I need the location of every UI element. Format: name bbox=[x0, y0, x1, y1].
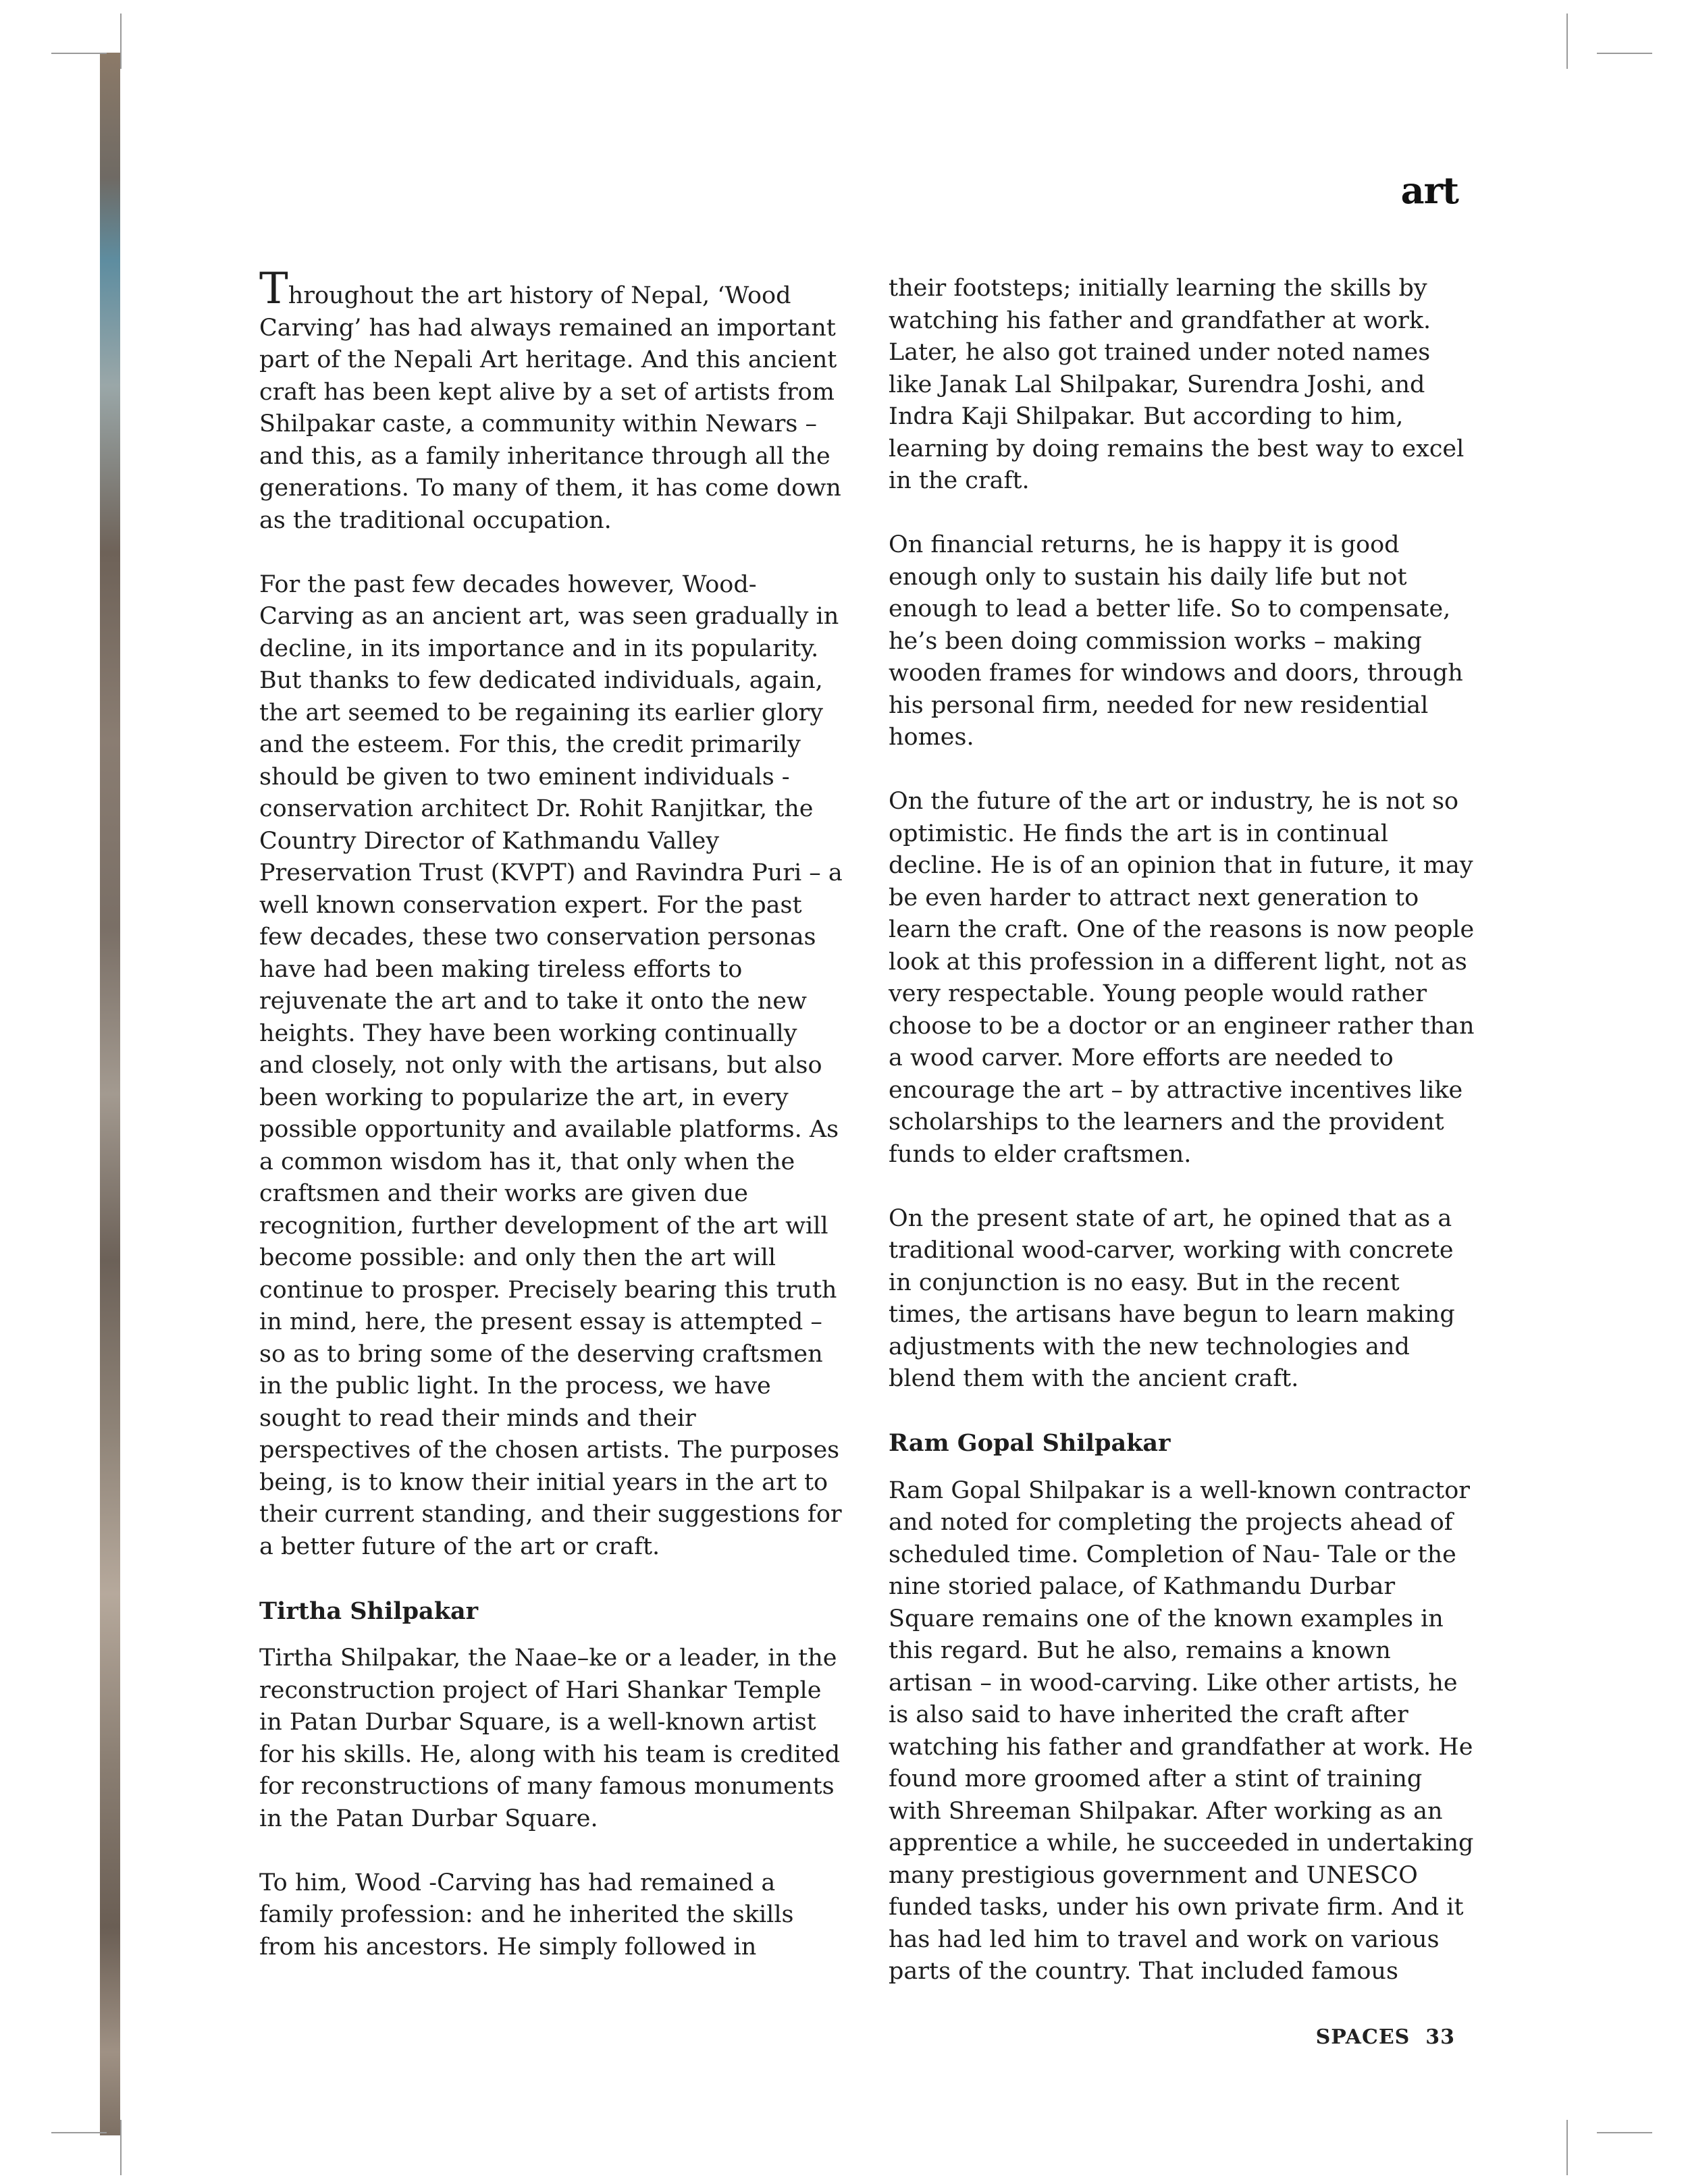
subheading-ram-gopal: Ram Gopal Shilpakar bbox=[889, 1429, 1171, 1457]
crop-mark-tl-h bbox=[51, 53, 107, 54]
article-column-right bbox=[889, 273, 1476, 1988]
body-paragraph: For the past few decades however, Wood-Carving as an ancient art, was seen gradually in decline, in its importance and in its popularity. But thanks to few dedicated individuals, again, the art seemed to be regaining its earlier glory and the esteem. For this, the credit primarily should be given to two eminent individuals - conservation architect Dr. Rohit Ranjitkar, the Country Director of Kathmandu Valley Preservation Trust (KVPT) and Ravindra Puri – a well known conservation expert. For the past few decades, these two conservation personas have had been making tireless efforts to rejuvenate the art and to take it onto the new heights. They have been working continually and closely, not only with the artisans, but also been working to popularize the art, in every possible opportunity and available platforms. As a common wisdom has it, that only when the craftsmen and their works are given due recognition, further development of the art will become possible: and only then the art will continue to prosper. Precisely bearing this truth in mind, here, the present essay is attempted – so as to bring some of the deserving craftsmen in the public light. In the process, we have sought to read their minds and their perspectives of the chosen artists. The purposes being, is to know their initial years in the art to their current standing, and their suggestions for a better future of the art or craft. bbox=[259, 570, 843, 1560]
intro-text: hroughout the art history of Nepal, ‘Wood Carving’ has had always remained an important part of the Nepali Art heritage. And this ancient craft has been kept alive by a set of artists from Shilpakar caste, a community within Newars – and this, as a family inheritance through all the generations. To many of them, it has come down as the traditional occupation. bbox=[259, 282, 841, 534]
section-label: art bbox=[1400, 169, 1458, 212]
crop-mark-tr-h bbox=[1597, 53, 1652, 54]
body-paragraph-continued: their footsteps; initially learning the skills by watching his father and grandfather at work. Later, he also got trained under noted names like Janak Lal Shilpakar, Surendra Joshi, and Indra Kaji Shilpakar. But according to him, learning by doing remains the best way to excel in the craft. bbox=[889, 275, 1465, 494]
body-paragraph: On the present state of art, he opined that as a traditional wood-carver, working with concrete in conjunction is no easy. But in the recent times, the artisans have begun to learn making adjustments with the new technologies and blend them with the ancient craft. bbox=[889, 1204, 1455, 1392]
article-column-left bbox=[259, 264, 847, 1963]
crop-mark-tl-v bbox=[120, 14, 122, 69]
subheading-tirtha: Tirtha Shilpakar bbox=[259, 1597, 479, 1625]
crop-mark-bl-v bbox=[120, 2120, 122, 2175]
magazine-name: SPACES bbox=[1315, 2025, 1410, 2049]
body-paragraph: Tirtha Shilpakar, the Naae–ke or a leader, in the reconstruction project of Hari Shankar Temple in Patan Durbar Square, is a well-known artist for his skills. He, along with his team is credited for reconstructions of many famous monuments in the Patan Durbar Square. bbox=[259, 1645, 841, 1832]
body-paragraph: On financial returns, he is happy it is good enough only to sustain his daily life but not enough to lead a better life. So to compensate, he’s been doing commission works – making wooden frames for windows and doors, through his personal firm, needed for new residential homes. bbox=[889, 531, 1463, 751]
body-paragraph: On the future of the art or industry, he is not so optimistic. He finds the art is in continual decline. He is of an opinion that in future, it may be even harder to attract next generation to learn the craft. One of the reasons is now people look at this profession in a different light, not as very respectable. Young people would rather choose to be a doctor or an engineer rather than a wood carver. More efforts are needed to encourage the art – by attractive incentives like scholarships to the learners and the provident funds to elder craftsmen. bbox=[889, 788, 1475, 1168]
drop-cap: T bbox=[259, 264, 288, 314]
crop-mark-tr-v bbox=[1566, 14, 1568, 69]
body-paragraph: Ram Gopal Shilpakar is a well-known contractor and noted for completing the projects ahead of scheduled time. Completion of Nau- Tale or the nine storied palace, of Kathmandu Durbar Square remains one of the known examples in this regard. But he also, remains a known artisan – in wood-carving. Like other artists, he is also said to have inherited the craft after watching his father and grandfather at work. He found more groomed after a stint of training with Shreeman Shilpakar. After working as an apprentice a while, he succeeded in undertaking many prestigious government and UNESCO funded tasks, under his own private firm. And it has had led him to travel and work on various parts of the country. That included famous bbox=[889, 1476, 1474, 1985]
intro-paragraph bbox=[259, 264, 847, 537]
edge-photo-strip bbox=[100, 53, 120, 2135]
crop-mark-br-h bbox=[1597, 2132, 1652, 2133]
page-number: 33 bbox=[1425, 2025, 1455, 2049]
page-folio bbox=[1316, 2025, 1455, 2049]
crop-mark-br-v bbox=[1566, 2120, 1568, 2175]
crop-mark-bl-h bbox=[51, 2132, 107, 2133]
body-paragraph: To him, Wood -Carving has had remained a family profession: and he inherited the skills from his ancestors. He simply followed in bbox=[259, 1869, 794, 1961]
